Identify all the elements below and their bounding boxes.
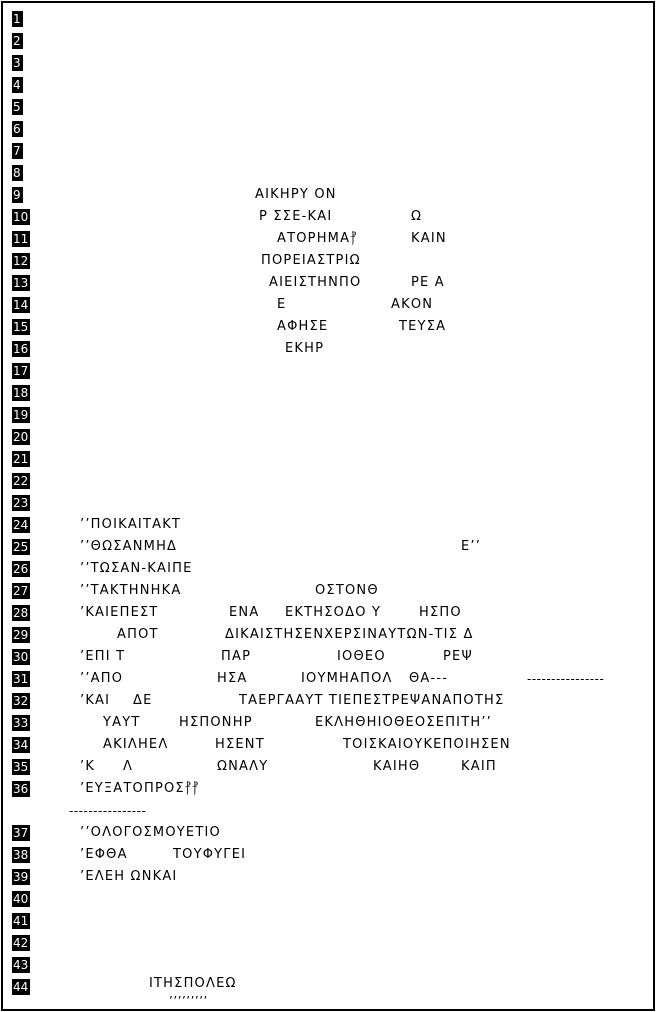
header-line: ΚΑΙΝ bbox=[411, 231, 447, 246]
header-line: ΑΤΟΡΗΜΑ⳨ bbox=[277, 231, 358, 246]
text-line: ’Κ bbox=[80, 759, 96, 774]
line-number: 19 bbox=[13, 408, 29, 422]
line-number: 21 bbox=[13, 452, 29, 466]
header-line: Ρ ΣΣΕ-ΚΑΙ bbox=[259, 209, 333, 224]
header-line: ΡΕ Α bbox=[411, 275, 445, 290]
text-line: ’’ΤΩΣΑΝ-ΚΑΙΠΕ bbox=[80, 561, 193, 576]
line-number: 11 bbox=[13, 232, 29, 246]
text-line: ΕΚΛΗΘΗΙΟΘΕΟΣΕΠΙΤΗ’’ bbox=[315, 715, 492, 730]
line-number: 43 bbox=[13, 958, 29, 972]
line-number: 44 bbox=[13, 980, 29, 994]
header-line: Ω bbox=[411, 209, 423, 224]
line-number: 23 bbox=[13, 496, 29, 510]
line-number: 35 bbox=[13, 760, 29, 774]
line-number: 24 bbox=[13, 518, 29, 532]
line-number: 28 bbox=[13, 606, 29, 620]
line-number: 31 bbox=[13, 672, 29, 686]
text-line: ΑΠΟΤ bbox=[117, 627, 159, 642]
text-line: ΗΣΠΟΝΗΡ bbox=[179, 715, 253, 730]
header-line: ΠΟΡΕΙΑΣΤΡΙΩ bbox=[261, 253, 361, 268]
line-number: 27 bbox=[13, 584, 29, 598]
line-number-column bbox=[12, 11, 34, 1006]
header-line: ΤΕΥΣΑ bbox=[399, 319, 447, 334]
header-line: ΕΚΗΡ bbox=[285, 341, 325, 356]
manuscript-page bbox=[1, 1, 655, 1011]
text-line: ΤΟΙΣΚΑΙΟΥΚΕΠΟΙΗΣΕΝ bbox=[343, 737, 511, 752]
line-number: 16 bbox=[13, 342, 29, 356]
text-line: ΔΕ bbox=[133, 693, 153, 708]
text-line: ’ΕΛΕΗ ΩΝΚΑΙ bbox=[80, 869, 178, 884]
line-number: 32 bbox=[13, 694, 29, 708]
text-line: Λ bbox=[123, 759, 134, 774]
text-line: ’’ΤΑΚΤΗΝΗΚΑ bbox=[80, 583, 182, 598]
text-line: ΤΑΕΡΓΑΑΥΤ ΤΙΕΠΕΣΤΡΕΨΑΝΑΠΟΤΗΣ bbox=[239, 693, 505, 708]
line-number: 12 bbox=[13, 254, 29, 268]
line-number: 33 bbox=[13, 716, 29, 730]
text-line: ΘΑ--- bbox=[409, 671, 449, 686]
line-number: 1 bbox=[13, 12, 21, 26]
line-number: 37 bbox=[13, 826, 29, 840]
line-number: 22 bbox=[13, 474, 29, 488]
line-number: 36 bbox=[13, 782, 29, 796]
header-line: ΑΙΕΙΣΤΗΝΠΟ bbox=[269, 275, 362, 290]
line-number: 7 bbox=[13, 144, 21, 158]
line-number: 39 bbox=[13, 870, 29, 884]
line-number: 14 bbox=[13, 298, 29, 312]
text-line: ΑΚΙΛΗΕΛ bbox=[103, 737, 169, 752]
line-number: 20 bbox=[13, 430, 29, 444]
text-line: ’’ΠΟΙΚΑΙΤΑΚΤ bbox=[80, 517, 182, 532]
line-number: 13 bbox=[13, 276, 29, 290]
text-line: ΗΣΕΝΤ bbox=[215, 737, 265, 752]
text-line: ’ΚΑΙ bbox=[80, 693, 111, 708]
line-number: 18 bbox=[13, 386, 29, 400]
line-number: 5 bbox=[13, 100, 21, 114]
text-line: ΡΕΨ bbox=[443, 649, 473, 664]
line-number: 2 bbox=[13, 34, 21, 48]
text-line: ’ΚΑΙΕΠΕΣΤ bbox=[80, 605, 159, 620]
text-line: ΗΣΑ bbox=[217, 671, 248, 686]
line-number: 38 bbox=[13, 848, 29, 862]
line-number: 30 bbox=[13, 650, 29, 664]
text-line: ΕΝΑ bbox=[229, 605, 260, 620]
text-line: ΤΟΥΦΥΓΕΙ bbox=[173, 847, 247, 862]
text-line: ΟΣΤΟΝΘ bbox=[315, 583, 379, 598]
line-number: 42 bbox=[13, 936, 29, 950]
text-line: ΚΑΙΗΘ bbox=[373, 759, 421, 774]
text-line: ’ΕΦΘΑ bbox=[80, 847, 128, 862]
header-line: ΑΙΚΗΡΥ ΟΝ bbox=[255, 187, 337, 202]
header-line: ΑΦΗΣΕ bbox=[277, 319, 329, 334]
text-line: ΙΤΗΣΠΟΛΕΩ bbox=[149, 976, 237, 991]
text-line: ΗΣΠΟ bbox=[419, 605, 462, 620]
text-line: ΙΟΥΜΗΑΠΟΛ bbox=[301, 671, 393, 686]
line-number: 17 bbox=[13, 364, 29, 378]
line-number: 15 bbox=[13, 320, 29, 334]
text-line: ΥΑΥΤ bbox=[103, 715, 141, 730]
header-line: Ε bbox=[277, 297, 287, 312]
line-number: 34 bbox=[13, 738, 29, 752]
line-number: 41 bbox=[13, 914, 29, 928]
text-line: ΕΚΤΗΣΟΔΟ Υ bbox=[285, 605, 382, 620]
separator-rule: ---------------- bbox=[69, 804, 147, 818]
text-line: ’’ΟΛΟΓΟΣΜΟΥΕΤΙΟ bbox=[80, 825, 221, 840]
text-line: ΚΑΙΠ bbox=[461, 759, 497, 774]
text-line: ’ΕΠΙ Τ bbox=[80, 649, 126, 664]
line-number: 6 bbox=[13, 122, 21, 136]
line-number: 3 bbox=[13, 56, 21, 70]
text-line: ’’ΑΠΟ bbox=[80, 671, 124, 686]
line-number: 29 bbox=[13, 628, 29, 642]
line-number: 4 bbox=[13, 78, 21, 92]
line-number: 26 bbox=[13, 562, 29, 576]
separator-rule: ’’’’’’’’’ bbox=[169, 994, 208, 1008]
separator-rule: ---------------- bbox=[527, 672, 605, 686]
text-line: ΙΟΘΕΟ bbox=[337, 649, 386, 664]
text-line: ΔΙΚΑΙΣΤΗΣΕΝΧΕΡΣΙΝΑΥΤΩΝ-ΤΙΣ Δ bbox=[225, 627, 474, 642]
text-line: ’ΕΥΞΑΤΟΠΡΟΣ⳨⳨ bbox=[80, 781, 200, 796]
line-number: 9 bbox=[13, 188, 21, 202]
text-line: Ε’’ bbox=[461, 539, 482, 554]
text-line: ΠΑΡ bbox=[221, 649, 252, 664]
text-line: ΩΝΑΛΥ bbox=[217, 759, 269, 774]
header-line: ΑΚΟΝ bbox=[391, 297, 434, 312]
line-number: 40 bbox=[13, 892, 29, 906]
line-number: 25 bbox=[13, 540, 29, 554]
line-number: 10 bbox=[13, 210, 29, 224]
line-number: 8 bbox=[13, 166, 21, 180]
text-line: ’’ΘΩΣΑΝΜΗΔ bbox=[80, 539, 178, 554]
